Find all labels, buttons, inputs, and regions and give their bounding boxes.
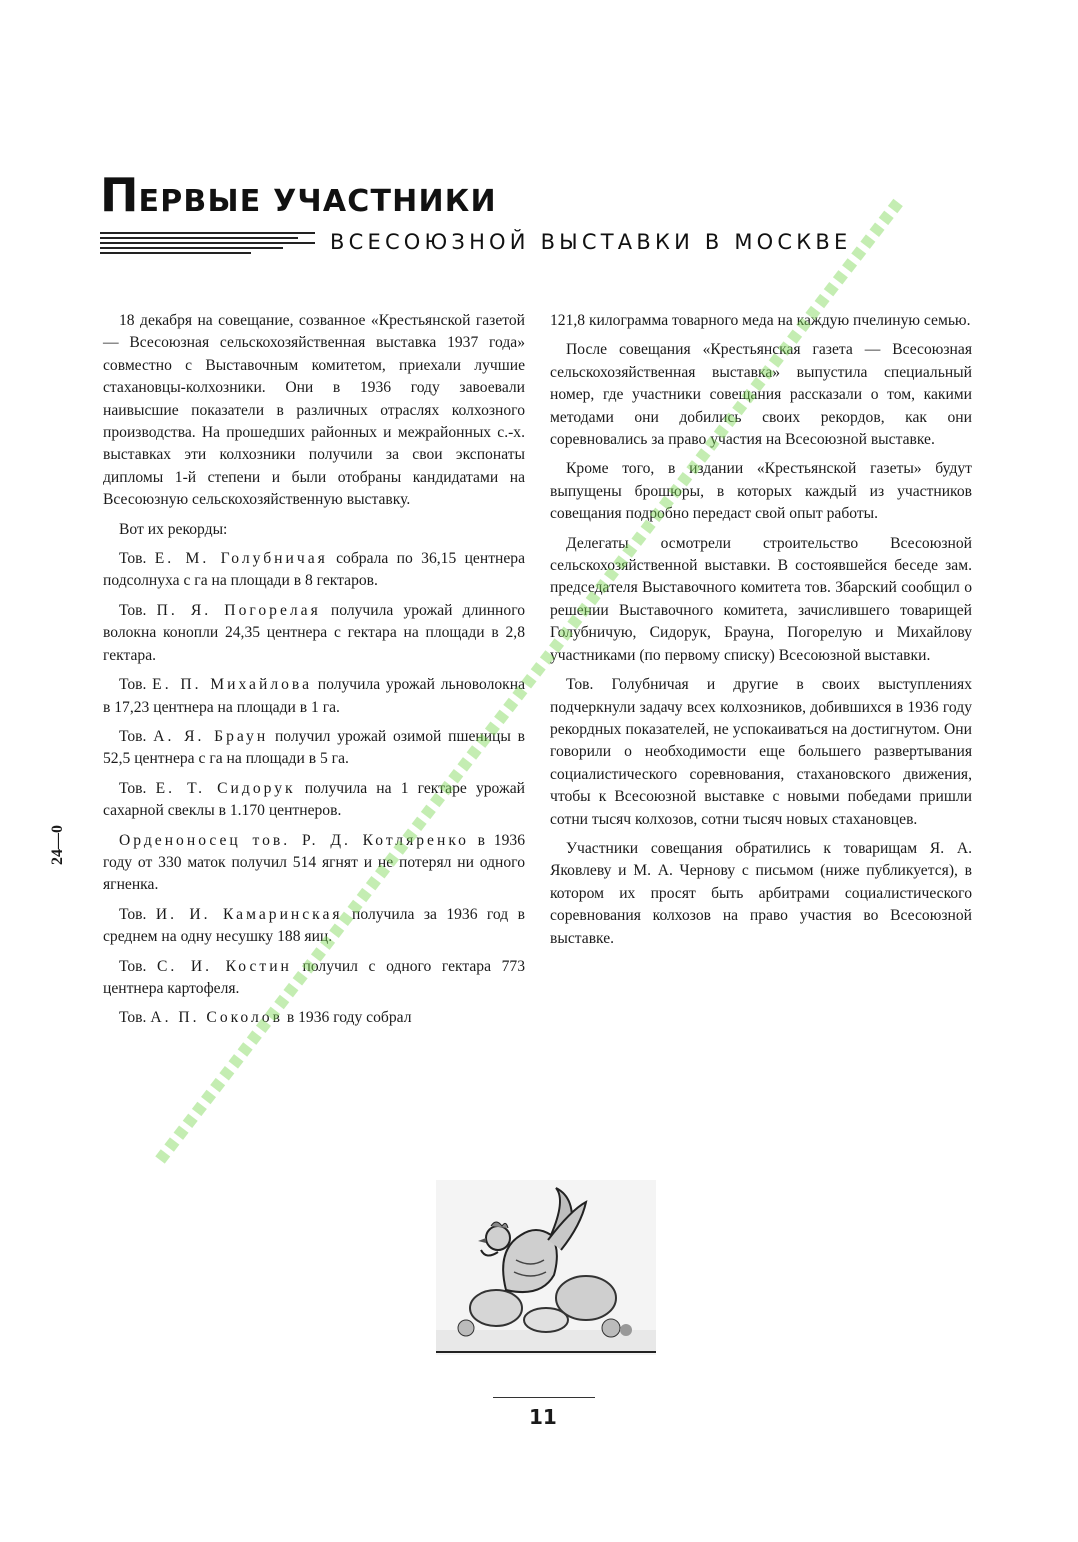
record-item: Тов. А. П. Соколов в 1936 году собрал bbox=[119, 1009, 412, 1027]
record-item: Тов. С. И. Костин получил с одного гектара 773 центнера картофеля. bbox=[103, 957, 525, 997]
paragraph: 121,8 килограмма товарного меда на каждую пчелиную семью. bbox=[550, 312, 971, 329]
record-item: Тов. Е. Т. Сидорук получила на 1 гектаре урожай сахарной свеклы в 1.170 центнеров. bbox=[103, 779, 525, 820]
record-item: Тов. Е. П. Михайлова получила урожай льноволокна в 17,23 центнера на площади в 1 га. bbox=[103, 676, 526, 716]
person-name: А. Я. Браун bbox=[153, 727, 269, 745]
page-number: 11 bbox=[529, 1405, 557, 1429]
person-name: С. И. Костин bbox=[157, 957, 292, 975]
record-item: Тов. П. Я. Погорелая получила урожай длинного волокна конопли 24,35 центнера с гектара на площади в 2,8 гектара. bbox=[103, 601, 525, 664]
article-subtitle: ВСЕСОЮЗНОЙ ВЫСТАВКИ В МОСКВЕ bbox=[330, 230, 852, 254]
record-item: Тов. А. Я. Браун получил урожай озимой пшеницы в 52,5 центнера с га на площади в 5 га. bbox=[103, 727, 526, 768]
left-column bbox=[103, 310, 525, 1037]
record-item: Орденоносец тов. Р. Д. Котляренко в 1936 году от 330 маток получил 514 ягнят и не потерял ни одного ягненка. bbox=[103, 831, 525, 894]
person-name: П. Я. Погорелая bbox=[156, 601, 321, 619]
article-title bbox=[100, 168, 497, 222]
paragraph: Участники совещания обратились к товарищам Я. А. Яковлеву и М. А. Чернову с письмом (ниже публикуется), в котором их просят быть арбитрами социалистического соревнования колхозов на право участия во Всесоюзной выставке. bbox=[550, 839, 972, 947]
paragraph: Делегаты осмотрели строительство Всесоюзной сельскохозяйственной выставки. В состоявшейся беседе зам. председателя Выставочного комитета тов. Збарский сообщил о решении Выставочного комитета, зачислившего товарищей Голубничую, Сидорук, Брауна, Погорелую и Михайлову участниками (по первому списку) Всесоюзной выставки. bbox=[550, 534, 972, 664]
person-name: А. П. Соколов bbox=[150, 1009, 283, 1027]
paragraph: 18 декабря на совещание, созванное «Крестьянской газетой — Всесоюзная сельскохозяйственная выставка 1937 года» совместно с Выставочным комитетом, приехали лучшие стахановцы-колхозники. Они в 1936 году завоевали наивысшие показатели в различных отраслях колхозного производства. На прошедших районных и межрайонных с.-х. выставках эти колхозники получили за свои экспонаты дипломы 1-й степени и были отобраны кандидатами на Всесоюзную сельскохозяйственную выставку. bbox=[103, 312, 525, 509]
paragraph: Вот их рекорды: bbox=[119, 520, 228, 538]
person-name: Е. Т. Сидорук bbox=[155, 779, 296, 797]
record-item: Тов. Е. М. Голубничая собрала по 36,15 центнера подсолнуха с га на площади в 8 гектаров. bbox=[103, 550, 525, 590]
side-page-marker: 24—0 bbox=[49, 825, 66, 865]
person-name: Е. М. Голубничая bbox=[154, 550, 328, 568]
title-initial: П bbox=[100, 168, 139, 222]
footer-rule bbox=[493, 1397, 595, 1398]
person-name: Орденоносец тов. Р. Д. Котляренко bbox=[119, 831, 469, 849]
right-column bbox=[550, 310, 972, 957]
paragraph: Кроме того, в издании «Крестьянской газеты» будут выпущены брошюры, в которых каждый из участников совещания подробно передаст свой опыт работы. bbox=[550, 460, 972, 523]
person-name: Е. П. Михайлова bbox=[152, 676, 312, 694]
title-rest: ЕРВЫЕ УЧАСТНИКИ bbox=[138, 184, 497, 219]
person-name: И. И. Камаринская bbox=[155, 905, 343, 923]
paragraph: Тов. Голубничая и другие в своих выступлениях подчеркнули задачу всех колхозников, добившихся в 1936 году рекордных показателей, не успокаиваться на достигнутом. Они говорили о необходимости еще большего развертывания социалистического соревнования, стахановского движения, чтобы к Всесоюзной выставке с новыми победами пришли сотни тысяч колхозов, сотни тысяч новых стахановцев. bbox=[550, 676, 972, 828]
paragraph: После совещания «Крестьянская газета — Всесоюзная сельскохозяйственная выставка» выпустила специальный номер, где участники совещания рассказали о том, какими методами они добились своих рекордов, как они соревновались за право участия на Всесоюзной выставке. bbox=[550, 341, 972, 449]
harvest-rooster-sculpture-icon bbox=[436, 1180, 656, 1355]
decorative-rules bbox=[100, 232, 315, 260]
record-item: Тов. И. И. Камаринская получила за 1936 год в среднем на одну несушку 188 яиц. bbox=[103, 905, 525, 946]
